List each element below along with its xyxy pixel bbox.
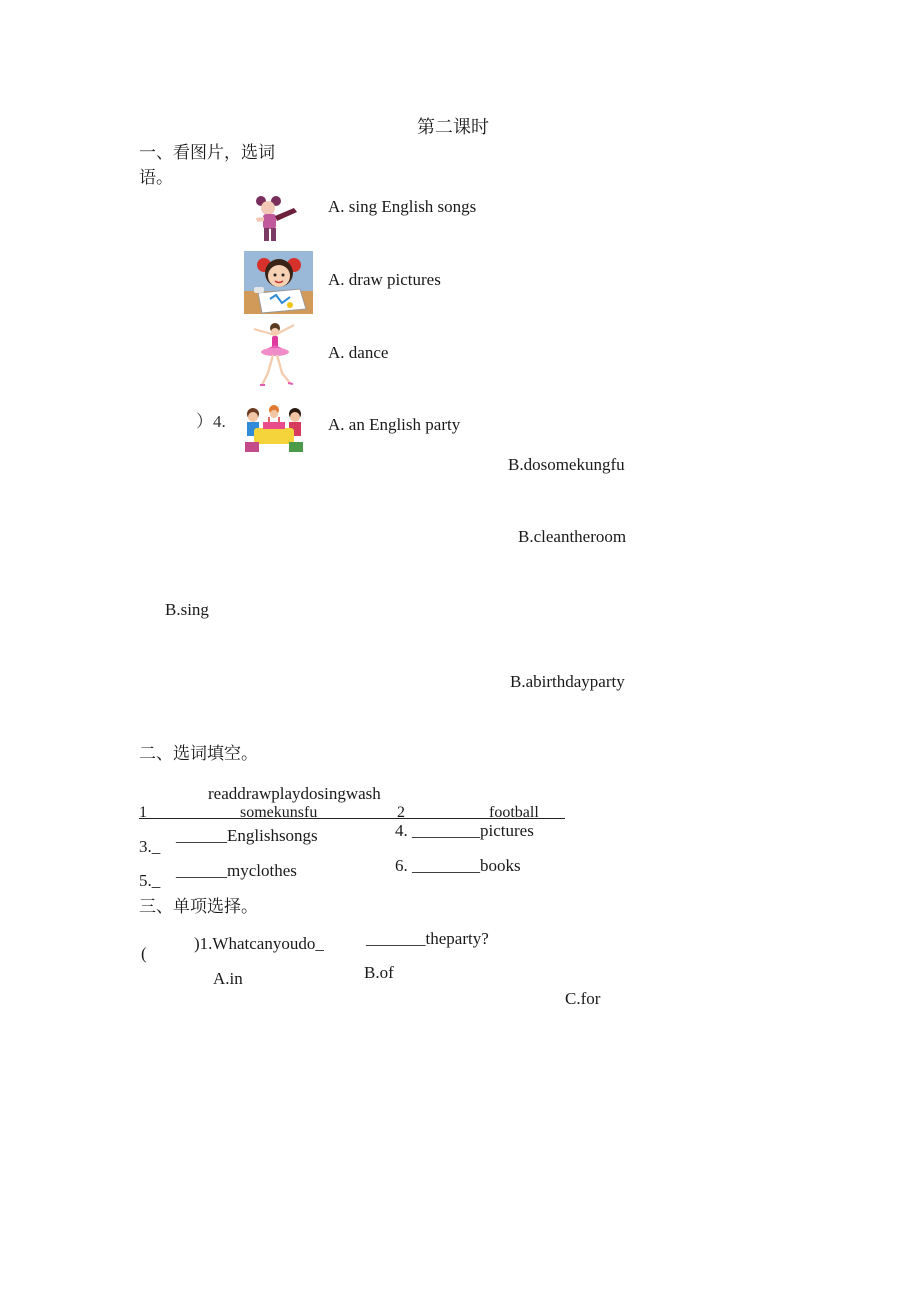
question-number-4: ）4. bbox=[196, 412, 226, 431]
mc-option-c: C.for bbox=[565, 989, 601, 1008]
option-a-4: A. an English party bbox=[328, 415, 461, 434]
option-b-1: B.dosomekungfu bbox=[508, 455, 625, 474]
option-a-1: A. sing English songs bbox=[328, 197, 477, 216]
question-5-number: 5._ bbox=[139, 871, 161, 890]
question-6: 6. ________books bbox=[395, 856, 521, 875]
section3-heading: 三、单项选择。 bbox=[139, 897, 258, 917]
question-2-number: 2 bbox=[397, 804, 405, 821]
party-picture bbox=[239, 402, 309, 454]
mc-option-b: B.of bbox=[364, 963, 394, 982]
question-1-number: 1 bbox=[139, 804, 147, 821]
question-4: 4. ________pictures bbox=[395, 821, 534, 840]
question-2-text: football bbox=[489, 804, 539, 821]
section1-heading: 一、看图片，选词 bbox=[139, 143, 275, 163]
mc-option-a: A.in bbox=[213, 969, 243, 988]
girl-kung-fu-picture bbox=[246, 194, 302, 244]
option-b-3: B.sing bbox=[165, 600, 209, 619]
page-title: 第二课时 bbox=[417, 117, 489, 138]
option-a-3: A. dance bbox=[328, 343, 389, 362]
question-1-text: somekunsfu bbox=[240, 804, 318, 821]
section2-heading: 二、选词填空。 bbox=[139, 744, 258, 764]
option-a-2: A. draw pictures bbox=[328, 270, 441, 289]
question-3-text: ______Englishsongs bbox=[176, 826, 318, 845]
ballet-dancer-picture bbox=[250, 321, 300, 389]
girl-drawing-picture bbox=[244, 251, 313, 314]
word-bank: readdrawplaydosingwash bbox=[208, 784, 381, 803]
answer-paren: ( bbox=[141, 944, 147, 963]
option-b-2: B.cleantheroom bbox=[518, 527, 627, 546]
question-5-text: ______myclothes bbox=[176, 861, 297, 880]
mc-question-1: )1.Whatcanyoudo_ bbox=[194, 934, 324, 953]
option-b-4: B.abirthdayparty bbox=[510, 672, 625, 691]
question-3-number: 3._ bbox=[139, 837, 161, 856]
answer-line-1-2 bbox=[139, 818, 565, 819]
mc-question-1-blank: _______theparty? bbox=[366, 929, 489, 948]
section1-heading-cont: 语。 bbox=[139, 168, 173, 188]
